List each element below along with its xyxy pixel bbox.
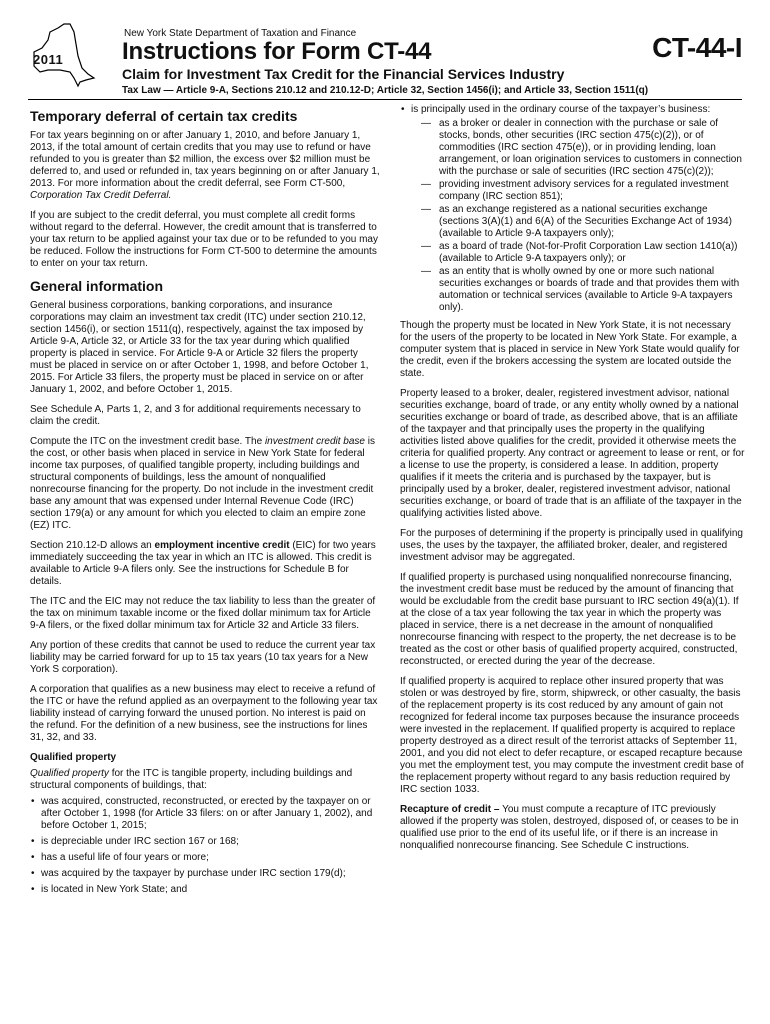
paragraph-deferral-2: If you are subject to the credit deferral, you must complete all credit forms without regard to the deferral. However, the credit amount that is transferred to your tax return to be applied against your tax due or to be refunded to you may be reduced. Follow the instructions for Form CT-500 to determine the amounts to enter on your tax return. (30, 210, 378, 269)
list-item: • is depreciable under IRC section 167 or 168; (30, 836, 380, 848)
list-item: • is principally used in the ordinary course of the taxpayer’s business: — as a broker or dealer in connection with the purchase or sale of stocks, bonds, other securities (IRC section 475(c)(2)), or of commodities (IRC section 475(e)), or in providing lending, loan arrangement, or loan origination services to customers in connection with the purchase or sale of securities (IRC section 475(c)(2)); — providing investment advisory services for a regulated investment company (IRC section 851); — as an exchange registered as a national securities exchange (sections 3(A)(1) and 6(A) of the Securities Exchange Act of 1934) (available to Article 9-A taxpayers only); — as a board of trade (Not-for-Profit Corporation Law section 1410(a)) (available to Article 9-A taxpayers only); or — as an entity that is wholly owned by one or more such national securities exchanges or boards of trade and that provides them with automation or technical services (available to Article 9-A taxpayers only). (400, 104, 745, 314)
form-code: CT-44-I (652, 32, 742, 63)
header-divider (28, 99, 742, 100)
paragraph-qualified-property: Qualified property for the ITC is tangible property, including buildings and structural components of buildings, that: (30, 768, 353, 791)
list-item: • was acquired, constructed, reconstructed, or erected by the taxpayer on or after October 1, 1998 (for Article 33 filers: on or after January 1, 2002), and before October 1, 2015; (30, 796, 380, 832)
form-header (0, 0, 770, 100)
left-column (30, 104, 380, 900)
paragraph-location: Though the property must be located in New York State, it is not necessary for the users of the property to be located in New York State. For example, a computer system that is placed in service in New York State would qualify for the credit, even if the brokers accessing the system are located outside the state. (400, 320, 740, 379)
paragraph-leased-property: Property leased to a broker, dealer, registered investment advisor, national securities exchange, board of trade, or any entity wholly owned by a national securities exchange or board of trade, as described above, that is an affiliate of the taxpayer and that principally uses the property in the qualifying activities listed above qualifies for the credit, provided it otherwise meets the criteria for qualified property. Any contract or agreement to lease or rent, or for a license to use the property, is considered a lease. In addition, property qualifies if it meets the criteria and is purchased by the taxpayer, but is principally used by a broker, dealer, registered investment advisor, national securities exchange, or board of trade that is an affiliate of the taxpayer in the qualifying activities listed above. (400, 388, 745, 519)
department-name: New York State Department of Taxation and Finance (124, 28, 357, 39)
qualified-property-list (30, 796, 380, 896)
qualifying-activities-list (411, 118, 745, 314)
paragraph-recapture: Recapture of credit – You must compute a recapture of ITC previously allowed if the property was stolen, destroyed, disposed of, or ceases to be in qualified use prior to the end of its useful life, or if there is an increase in nonqualified nonrecourse financing. See Schedule C instructions. (400, 804, 739, 851)
heading-credit-deferral: Temporary deferral of certain tax credits (30, 108, 298, 124)
paragraph-deferral-1: For tax years beginning on or after January 1, 2010, and before January 1, 2013, if the total amount of certain credits that you may use to refund or have refunded to you is greater than $2 million, the excess over $2 million must be deferred to, and used or refunded in, tax years beginning on or after January 1, 2013. For more information about the credit deferral, see Form CT-500, Corporation Tax Credit Deferral. (30, 130, 380, 201)
paragraph-general-1: General business corporations, banking corporations, and insurance corporations may claim an investment tax credit (ITC) under section 210.12, section 1456(i), or section 1511(q), respectively, against the tax imposed by Article 9-A, Article 32, or Article 33 for the tax year during which qualified property is placed in service. For Article 9-A or Article 32 filers the property must be placed in service on or after October 1, 1998, and before October 1, 2015. For Article 33 filers, the property must be placed in service on or after January 1, 2002, and before October 1, 2015. (30, 300, 369, 395)
paragraph-replacement-property: If qualified property is acquired to replace other insured property that was stolen or was destroyed by fire, storm, shipwreck, or other casualty, the basis of the replacement property is its cost reduced by any amount of gain not recognized for federal income tax purposes because the insurance proceeds were invested in the replacement. If qualified property is acquired to replace property destroyed as a direct result of the terrorist attacks of September 11, 2001, and you did not elect to defer recapture, or escaped recapture because you met the employment test, you may compute the investment credit base of the replacement property without regard to any basis reduction required by IRC section 1033. (400, 676, 744, 795)
list-item: • was acquired by the taxpayer by purchase under IRC section 179(d); (30, 868, 380, 880)
paragraph-nonrecourse-financing: If qualified property is purchased using nonqualified nonrecourse financing, the investment credit base must be reduced by the amount of financing that would be excludable from the credit base pursuant to IRC section 49(a)(1). If at the close of a tax year following the tax year in which the property was placed in service, there is a net decrease in the amount of nonqualified nonrecourse financing with respect to the property, the net decrease is to be treated as the cost or other basis of qualified property acquired, constructed, reconstructed, or erected during the year of the decrease. (400, 572, 739, 667)
paragraph-tax-limit: The ITC and the EIC may not reduce the tax liability to less than the greater of the tax on minimum taxable income or the fixed dollar minimum tax for Article 9-A filers, or the fixed dollar minimum tax for Article 32 and Article 33 filers. (30, 596, 376, 631)
list-item: — as a broker or dealer in connection with the purchase or sale of stocks, bonds, other securities (IRC section 475(c)(2)), or of commodities (IRC section 475(e)), or in providing lending, loan arrangement, or loan origination services to customers in connection with the purchase or sale of securities (IRC section 475(c)(2)); (411, 118, 745, 178)
paragraph-credit-base: Compute the ITC on the investment credit base. The investment credit base is the cost, or other basis when placed in service in New York State for federal income tax purposes, of qualified tangible property, including buildings and structural components of buildings, less the amount of nonqualified nonrecourse financing for the property. Do not include in the investment credit base any amount that was expensed under Internal Revenue Code (IRC) section 179(a) or any amount for which you elected to claim an empire zone (EZ) ITC. (30, 436, 375, 531)
paragraph-eic: Section 210.12-D allows an employment incentive credit (EIC) for two years immediately succeeding the tax year in which an ITC is allowed. This credit is available to Article 9-A filers only. See the instructions for Schedule B for details. (30, 540, 376, 587)
principal-use-list (400, 104, 745, 314)
list-item: • is located in New York State; and (30, 884, 380, 896)
paragraph-general-2: See Schedule A, Parts 1, 2, and 3 for additional requirements necessary to claim the credit. (30, 404, 361, 427)
right-column (400, 104, 745, 860)
list-item: — as an exchange registered as a national securities exchange (sections 3(A)(1) and 6(A) of the Securities Exchange Act of 1934) (available to Article 9-A taxpayers only); (411, 204, 745, 240)
tax-year: 2011 (33, 52, 64, 67)
list-item: — providing investment advisory services for a regulated investment company (IRC section 851); (411, 179, 745, 203)
page-title: Instructions for Form CT-44 (122, 38, 432, 65)
list-item: — as an entity that is wholly owned by one or more such national securities exchanges or boards of trade and that provides them with automation or technical services (available to Article 9-A taxpayers only). (411, 266, 745, 314)
form-subtitle: Claim for Investment Tax Credit for the Financial Services Industry (122, 66, 565, 82)
list-item: • has a useful life of four years or more; (30, 852, 380, 864)
list-item: — as a board of trade (Not-for-Profit Corporation Law section 1410(a)) (available to Article 9-A taxpayers only); or (411, 241, 745, 265)
paragraph-new-business: A corporation that qualifies as a new business may elect to receive a refund of the ITC or have the refund applied as an overpayment to the following year tax liability instead of carrying forward the unused portion. No interest is paid on the refund. For the definition of a new business, see the instructions for lines 31, 32, and 33. (30, 684, 378, 743)
heading-qualified-property: Qualified property (30, 752, 117, 763)
tax-law-reference: Tax Law — Article 9-A, Sections 210.12 and 210.12-D; Article 32, Section 1456(i); and Article 33, Section 1511(q) (122, 85, 649, 96)
paragraph-carryforward: Any portion of these credits that cannot be used to reduce the current year tax liability may be carried forward for up to 15 tax years (10 tax years for a New York S corporation). (30, 640, 376, 675)
paragraph-aggregation: For the purposes of determining if the property is principally used in qualifying uses, the uses by the taxpayer, the affiliated broker, dealer, and registered investment advisor may be aggregated. (400, 528, 743, 563)
heading-general-information: General information (30, 278, 164, 294)
